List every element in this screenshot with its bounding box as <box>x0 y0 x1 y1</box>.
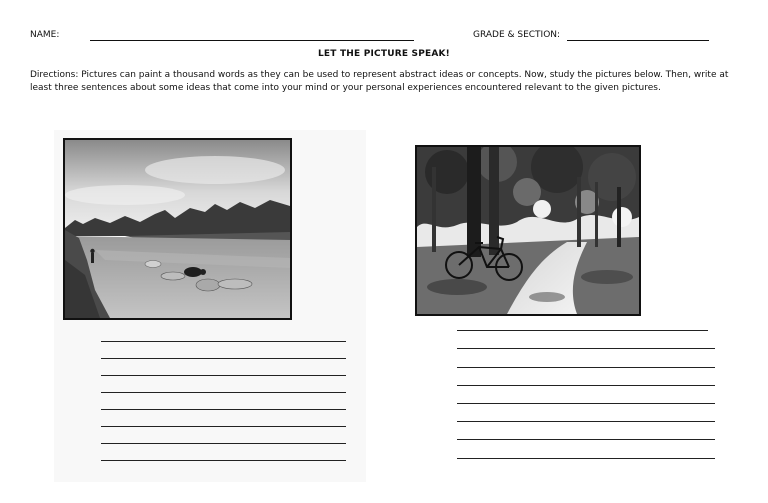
left-writing-line-2[interactable] <box>101 358 346 359</box>
right-writing-line-7[interactable] <box>457 439 715 440</box>
left-writing-line-3[interactable] <box>101 375 346 376</box>
directions-text: Directions: Pictures can paint a thousand words as they can be used to represent abstract ideas or concepts. Now, study the pictures below. Then, write at least three sentences about some ideas that come into your mind or your personal experiences encountered relevant to the given pictures. <box>30 70 729 93</box>
right-writing-line-6[interactable] <box>457 421 715 422</box>
right-writing-line-5[interactable] <box>457 403 715 404</box>
bicycle-photo <box>415 145 641 316</box>
left-writing-line-8[interactable] <box>101 460 346 461</box>
right-writing-line-1[interactable] <box>457 330 708 331</box>
left-writing-line-7[interactable] <box>101 443 346 444</box>
right-writing-line-4[interactable] <box>457 385 715 386</box>
left-writing-line-5[interactable] <box>101 409 346 410</box>
left-writing-line-4[interactable] <box>101 392 346 393</box>
worksheet-title: LET THE PICTURE SPEAK! <box>318 49 450 59</box>
right-writing-line-3[interactable] <box>457 367 715 368</box>
grade-section-field[interactable] <box>567 40 709 41</box>
left-writing-line-6[interactable] <box>101 426 346 427</box>
name-label: NAME: <box>30 30 60 40</box>
right-writing-line-8[interactable] <box>457 458 715 459</box>
name-field[interactable] <box>90 40 414 41</box>
grade-section-label: GRADE & SECTION: <box>473 30 561 40</box>
right-writing-line-2[interactable] <box>457 348 715 349</box>
river-photo <box>63 138 292 320</box>
left-writing-line-1[interactable] <box>101 341 346 342</box>
